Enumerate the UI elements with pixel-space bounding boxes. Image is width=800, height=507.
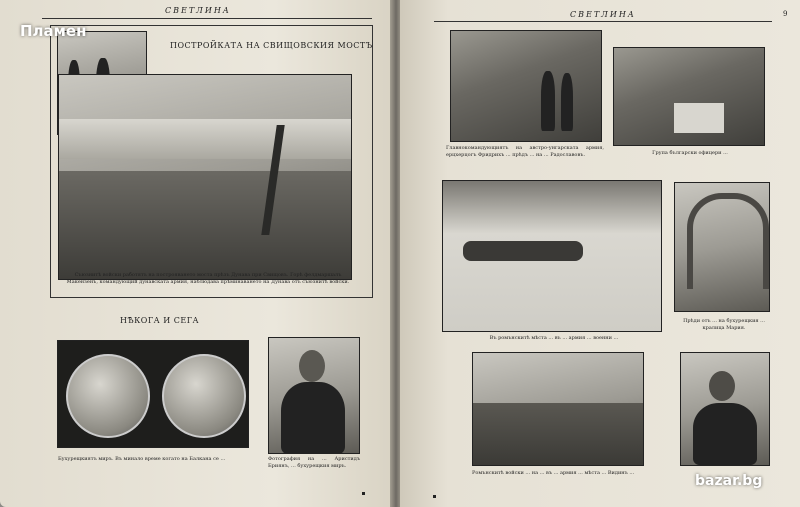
machine-gun-crew	[463, 241, 583, 261]
snow-caption: Въ ромънскитѣ мѣста ... въ ... армия ... военни ...	[489, 335, 619, 341]
archduke-caption: Главнокомандующиятъ на австро-унгарската армия, ерцхерцогъ Фридрихъ ... прѣдъ ... на ... Радославовъ.	[446, 145, 604, 158]
corner-mark	[362, 492, 365, 495]
table-cloth	[674, 103, 724, 133]
officers-group-photo	[613, 47, 765, 146]
bridge-photo	[58, 74, 352, 280]
frame-left	[50, 25, 51, 297]
archduke-photo	[450, 30, 602, 142]
cattle-photo	[472, 352, 644, 466]
portrait-body	[281, 382, 345, 454]
bottom-caption: Ромънскитѣ войски ... на ... въ ... армия ... мѣста ... Видинъ ...	[472, 470, 635, 476]
frame-bottom	[50, 297, 373, 298]
medals-photo	[57, 340, 249, 448]
corner-mark	[433, 495, 436, 498]
officers-caption: Група български офицери ...	[652, 150, 728, 156]
queen-head	[709, 371, 735, 401]
left-page	[0, 0, 393, 507]
herd	[473, 403, 643, 465]
snow-battle-photo	[442, 180, 662, 332]
river	[59, 119, 351, 159]
bridge-title: ПОСТРОЙКАТА НА СВИЩОВСКИЯ МОСТЪ	[170, 41, 373, 50]
watermark-bottom-right: bazar.bg	[695, 473, 763, 489]
then-now-title: НѢКОГА И СЕГА	[120, 316, 200, 325]
frame-top	[50, 25, 373, 26]
watermark-top-left: Пламен	[20, 22, 87, 40]
header-rule	[434, 21, 772, 22]
arch-caption: Прѣди отъ ... на бухурещкия ... кралица Мария.	[683, 318, 765, 331]
left-page-header: СВЕТЛИНА	[165, 6, 231, 15]
frame-right	[372, 25, 373, 297]
header-rule	[42, 18, 372, 19]
medal-front	[66, 354, 150, 438]
medal-back	[162, 354, 246, 438]
bridge-caption: Съюзнитѣ войски работятъ на построяването моста прѣзъ Дунава при Свищовъ. Горѣ фелдмаршалъ Макензенъ, командующий дунавската армия, наблюдава прѣминаването на Дунава отъ съюзнитѣ войски.	[66, 272, 350, 285]
page-number: 9	[783, 10, 788, 18]
officer-figure	[561, 73, 573, 131]
portrait-caption: Фотография на ... Аристидъ Бриянъ, ... бухурещкия миръ.	[268, 456, 360, 469]
queen-photo	[680, 352, 770, 466]
medals-caption: Бухурещкиятъ миръ. Въ минало време когато на Балкана се ...	[58, 456, 226, 462]
right-page	[400, 0, 800, 507]
queen-body	[693, 403, 757, 465]
arch	[687, 193, 769, 289]
portrait-head	[299, 350, 325, 382]
riverbank	[59, 171, 351, 279]
right-page-header: СВЕТЛИНА	[570, 10, 636, 19]
archduke-figure	[541, 71, 555, 131]
briand-portrait	[268, 337, 360, 454]
arch-photo	[674, 182, 770, 312]
